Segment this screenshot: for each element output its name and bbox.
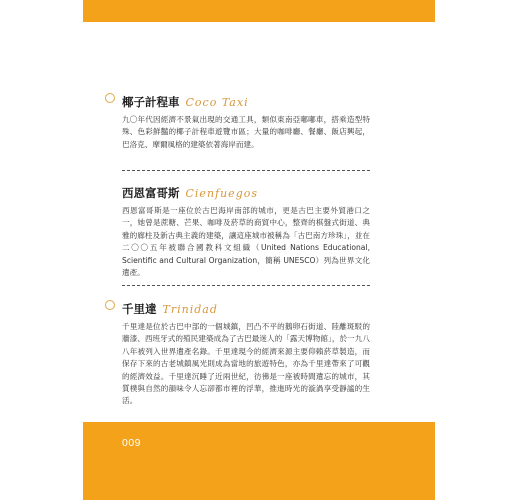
entry-description: 千里達是位於古巴中部的一個城鎮，凹凸不平的鵝卵石街道、陸離斑駁的牆漆、西班牙式的殖民建築成為了古巴最迷人的「露天博物館」，於一九八八年被列入世界遺產名錄。千里達現今的經濟來源主要仰賴菸草製造，而保存下來的古老城鎮風光則成為當地的旅遊特色，亦為千里達帶來了可觀的經濟效益。千里達沉睡了近兩世紀，彷彿是一座被時間遺忘的城市，其質樸與自然的韻味令人忘卻都市裡的浮華，推進時光的漩渦享受靜謐的生活。 [122,322,370,406]
dashed-divider [122,170,370,171]
entry-heading [105,92,372,108]
entry-description: 九〇年代因經濟不景氣出現的交通工具，類似東南亞嘟嘟車，搭乘造型特殊、色彩鮮豔的椰子計程車遊覽市區；大量的咖啡廳、餐廳、飯店興起，巴洛克、摩爾風格的建築依著海岸而建。 [122,115,370,149]
title-english: Cienfuegos [185,187,259,200]
entry-coco-taxi [122,92,372,151]
heading-text [122,298,218,317]
circle-bullet-icon [105,300,115,310]
bottom-accent-bar [83,422,435,500]
title-chinese: 西恩富哥斯 [122,186,180,200]
entry-cienfuegos [122,183,372,279]
heading-text [122,91,249,110]
circle-bullet-icon [105,93,115,103]
title-english: Trinidad [162,303,218,316]
entry-trinidad [122,299,372,408]
title-chinese: 椰子計程車 [122,95,180,109]
title-english: Coco Taxi [185,96,249,109]
dashed-divider [122,285,370,286]
top-accent-bar [83,0,435,22]
title-chinese: 千里達 [122,302,157,316]
entry-heading [105,299,372,315]
page-number: 009 [122,437,142,449]
entry-heading [122,183,372,199]
heading-text [122,182,258,201]
entry-description: 西恩富哥斯是一座位於古巴海岸南部的城市，更是古巴主要外貿港口之一，她曾是蔗糖、芒果、咖啡及菸草的商貿中心，整齊的棋盤式街道、典雅的廊柱及新古典主義的建築，讓這座城市被稱為「古巴南方珍珠」，並在二〇〇五年被聯合國教科文組織（United Nations Educational, Scientific and Cultural Organization，簡稱 UNESCO）列為世界文化遺產。 [122,206,370,278]
